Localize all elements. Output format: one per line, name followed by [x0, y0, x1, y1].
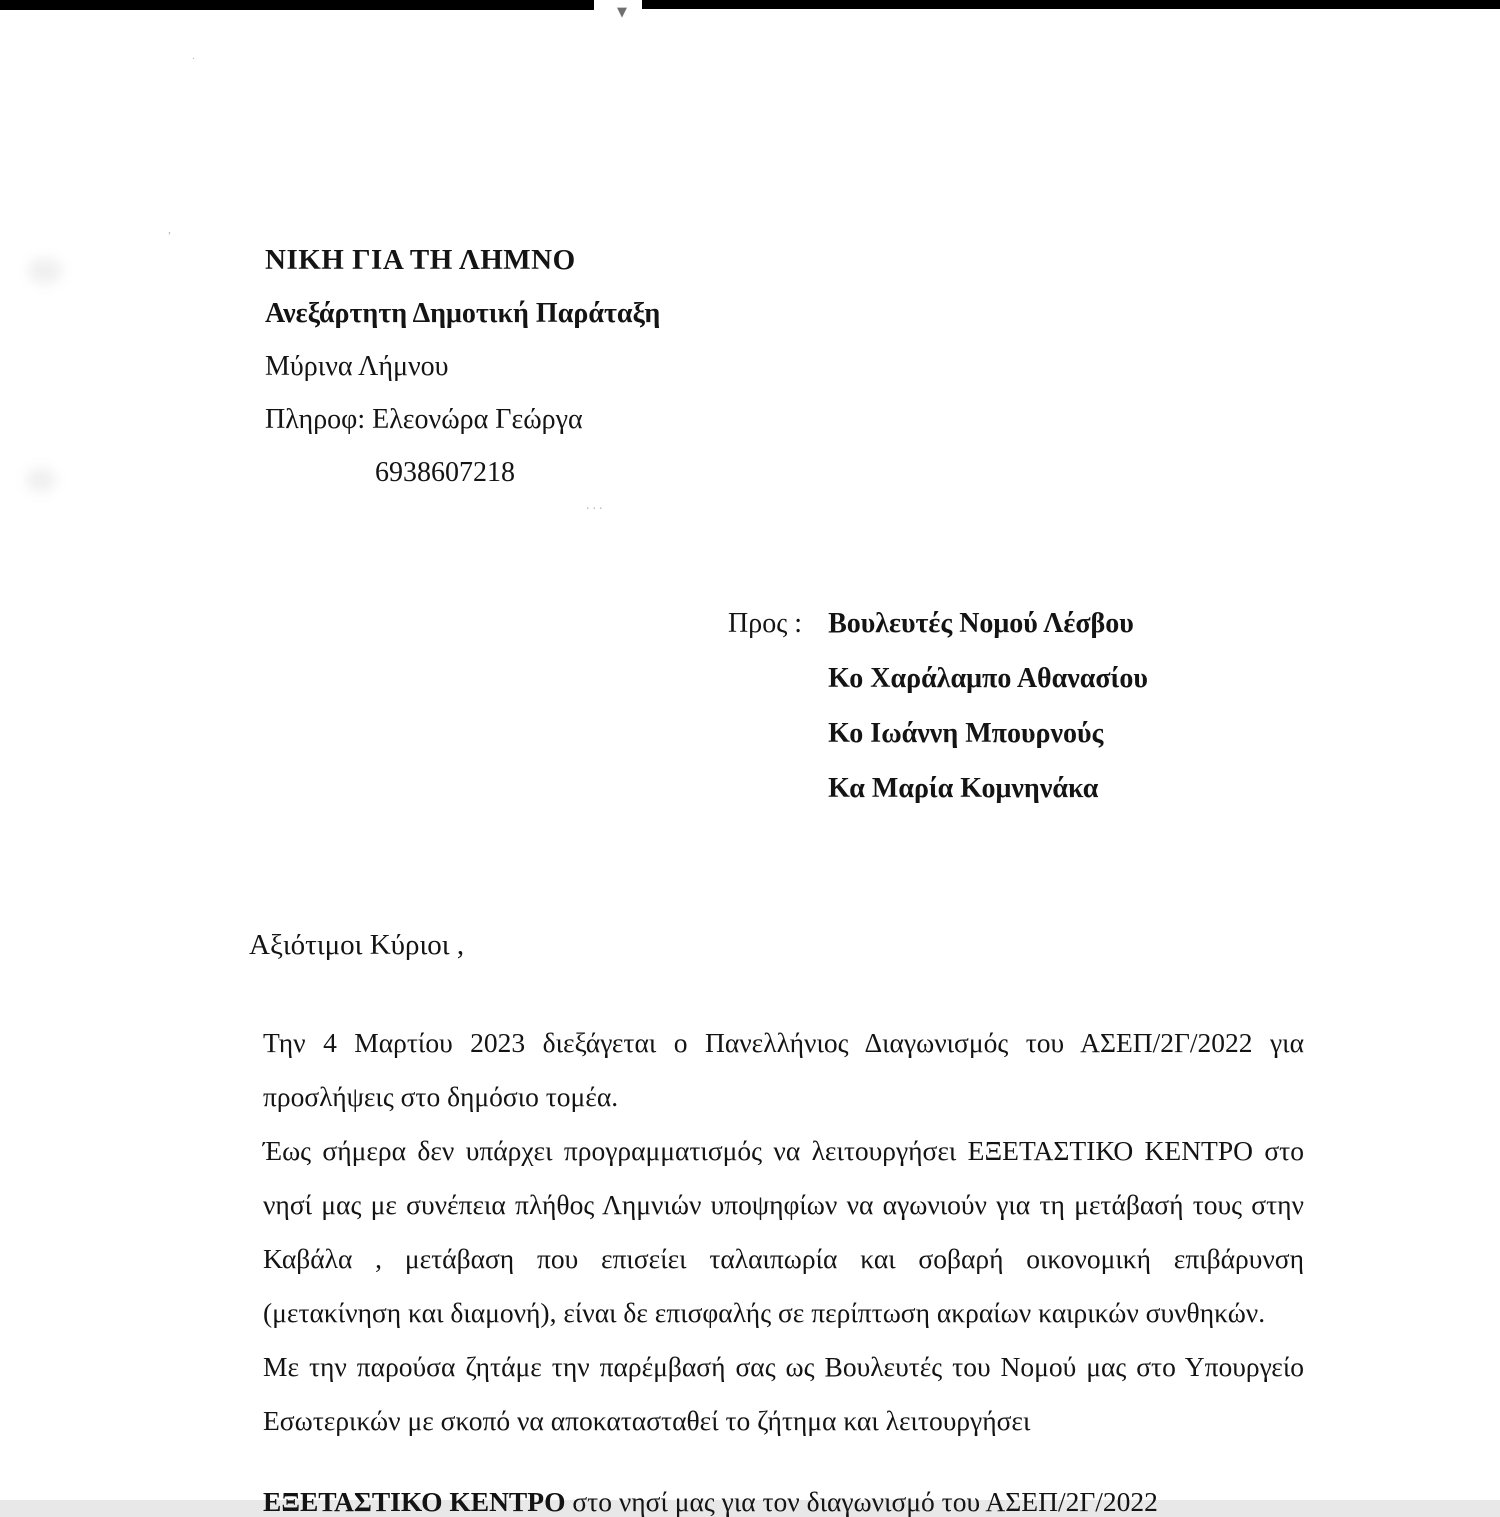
clipped-bottom-line	[263, 1488, 1363, 1516]
organization-name: ΝΙΚΗ ΓΙΑ ΤΗ ΛΗΜΝΟ	[265, 244, 576, 276]
scan-artifact-bar-right	[642, 0, 1500, 9]
recipient-line: Κο Ιωάννη Μπουρνούς	[828, 718, 1104, 749]
clipped-bottom-line-bold: ΕΞΕΤΑΣΤΙΚΟ ΚΕΝΤΡΟ	[263, 1486, 566, 1517]
scan-arrow-icon: ▼	[617, 5, 627, 20]
body-paragraph: Την 4 Μαρτίου 2023 διεξάγεται ο Πανελλήνιος Διαγωνισμός του ΑΣΕΠ/2Γ/2022 για προσλήψεις στο δημόσιο τομέα.	[263, 1027, 1304, 1112]
recipients-list	[828, 596, 1148, 816]
body-paragraph: Έως σήμερα δεν υπάρχει προγραμματισμός να λειτουργήσει ΕΞΕΤΑΣΤΙΚΟ ΚΕΝΤΡΟ στο νησί μας με συνέπεια πλήθος Λημνιών υποψηφίων να αγωνιούν για τη μετάβασή τους στην Καβάλα , μετάβαση που επισείει ταλαιπωρία και σοβαρή οικονομική επιβάρυνση (μετακίνηση και διαμονή), είναι δε επισφαλής σε περίπτωση ακραίων καιρικών συνθηκών.	[263, 1135, 1304, 1328]
scan-smudge	[26, 468, 56, 492]
recipient-line: Βουλευτές Νομού Λέσβου	[828, 608, 1134, 639]
organization-subtitle: Ανεξάρτητη Δημοτική Παράταξη	[265, 298, 661, 329]
recipient-line: Κα Μαρία Κομνηνάκα	[828, 773, 1099, 804]
letterhead	[265, 234, 660, 499]
clipped-bottom-line-rest: στο νησί μας για τον διαγωνισμό του ΑΣΕΠ/2Γ/2022	[565, 1486, 1158, 1517]
letter-body	[263, 1016, 1304, 1448]
body-paragraph: Με την παρούσα ζητάμε την παρέμβασή σας ως Βουλευτές του Νομού μας στο Υπουργείο Εσωτερικών με σκοπό να αποκατασταθεί το ζήτημα και λειτουργήσει	[263, 1351, 1304, 1436]
scan-speck: ,	[168, 222, 171, 236]
scan-smudge	[28, 258, 62, 284]
recipients-label: Προς :	[728, 608, 803, 639]
scan-speck: ...	[586, 498, 606, 513]
recipients-block	[728, 596, 1148, 816]
scan-speck: .	[192, 48, 195, 62]
contact-phone: 6938607218	[375, 457, 515, 488]
salutation: Αξιότιμοι Κύριοι ,	[249, 929, 465, 961]
recipient-line: Κο Χαράλαμπο Αθανασίου	[828, 663, 1148, 694]
contact-person: Πληροφ: Ελεονώρα Γεώργα	[265, 404, 583, 435]
organization-location: Μύρινα Λήμνου	[265, 351, 449, 382]
scan-artifact-bar-left	[0, 0, 594, 10]
